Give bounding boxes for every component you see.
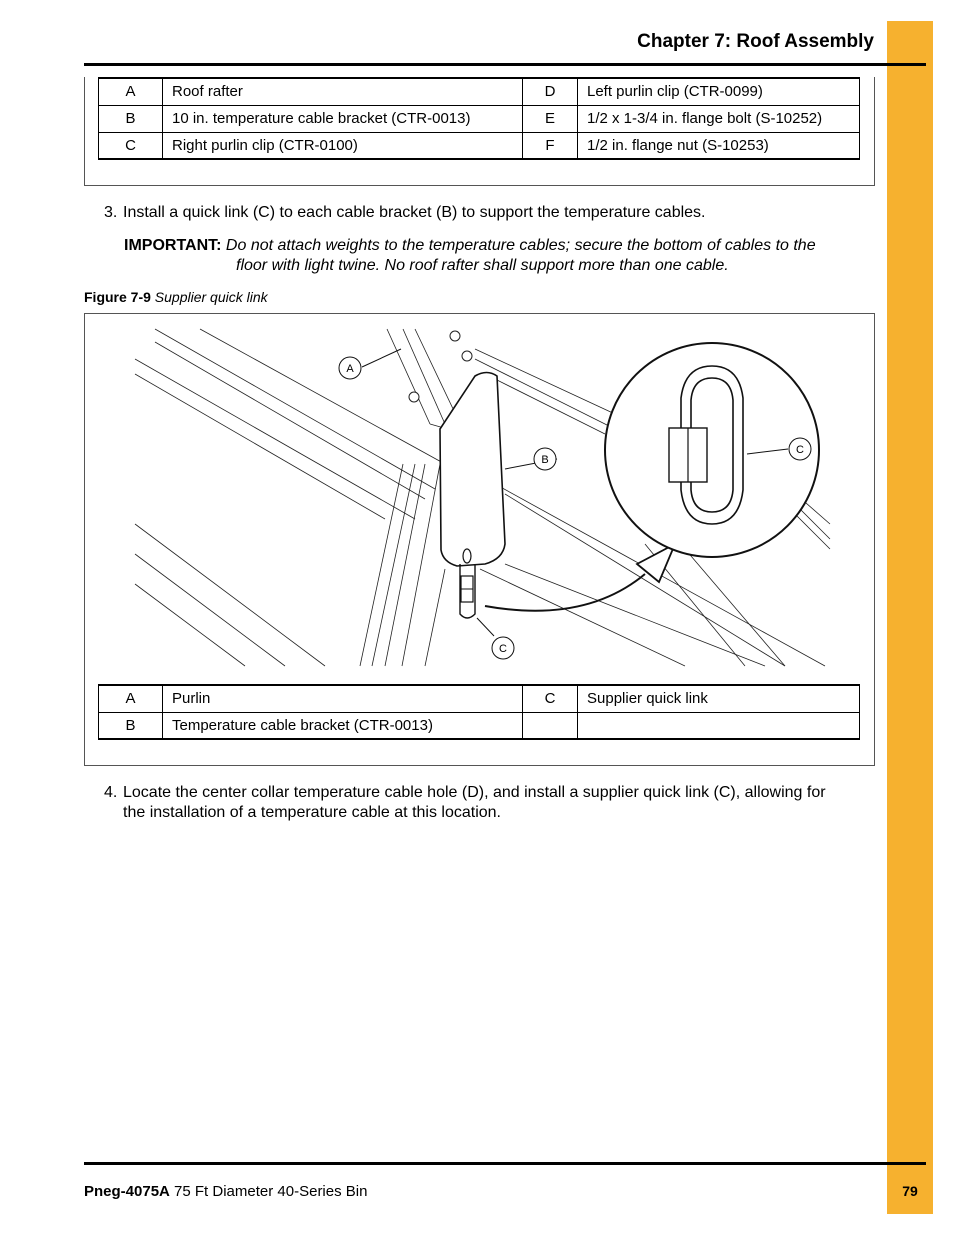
table-key: F <box>523 132 578 159</box>
table-desc: Right purlin clip (CTR-0100) <box>163 132 523 159</box>
table-key: C <box>523 685 578 712</box>
step-text: Install a quick link (C) to each cable bracket (B) to support the temperature cables. <box>123 204 706 221</box>
page-number: 79 <box>902 1183 918 1199</box>
step-text-line-2: the installation of a temperature cable at this location. <box>123 804 501 821</box>
figure-caption <box>84 289 268 305</box>
doc-id: Pneg-4075A <box>84 1183 170 1200</box>
footer-doc-info <box>84 1183 367 1200</box>
table-key: B <box>99 712 163 739</box>
callout-c-main: C <box>499 643 507 655</box>
table-key: C <box>99 132 163 159</box>
table-key: A <box>99 78 163 105</box>
figure-number: Figure 7-9 <box>84 289 151 305</box>
callout-a: A <box>346 363 354 375</box>
parts-legend-table-1 <box>98 77 860 160</box>
table-desc: Supplier quick link <box>578 685 860 712</box>
table-desc: 1/2 in. flange nut (S-10253) <box>578 132 860 159</box>
table-row <box>99 132 860 159</box>
table-key <box>523 712 578 739</box>
parts-legend-table-2 <box>98 684 860 740</box>
table-desc <box>578 712 860 739</box>
important-line-1: Do not attach weights to the temperature cables; secure the bottom of cables to the <box>225 237 816 254</box>
important-label: IMPORTANT: <box>124 237 222 254</box>
figure-title: Supplier quick link <box>154 289 268 305</box>
table-row <box>99 712 860 739</box>
table-key: E <box>523 105 578 132</box>
step-4 <box>104 783 884 825</box>
header-rule <box>84 63 926 66</box>
step-text-line-1: Locate the center collar temperature cable hole (D), and install a supplier quick link (C), allowing for <box>123 784 826 801</box>
step-number: 3. <box>104 204 118 221</box>
table-desc: Purlin <box>163 685 523 712</box>
callout-c-detail: C <box>796 444 804 456</box>
supplier-quick-link-illustration <box>85 314 874 674</box>
table-desc: Roof rafter <box>163 78 523 105</box>
table-row <box>99 105 860 132</box>
table-key: D <box>523 78 578 105</box>
table-desc: 1/2 x 1-3/4 in. flange bolt (S-10252) <box>578 105 860 132</box>
table-key: B <box>99 105 163 132</box>
doc-title: 75 Ft Diameter 40-Series Bin <box>174 1183 368 1200</box>
table-row <box>99 685 860 712</box>
table-key: A <box>99 685 163 712</box>
table-desc: Left purlin clip (CTR-0099) <box>578 78 860 105</box>
table-row <box>99 78 860 105</box>
important-line-2: floor with light twine. No roof rafter shall support more than one cable. <box>236 257 729 274</box>
callout-b: B <box>541 454 549 466</box>
step-text <box>123 783 826 823</box>
table-desc: 10 in. temperature cable bracket (CTR-0013) <box>163 105 523 132</box>
chapter-title: Chapter 7: Roof Assembly <box>637 31 874 52</box>
table-desc: Temperature cable bracket (CTR-0013) <box>163 712 523 739</box>
chapter-side-tab <box>887 21 933 1214</box>
important-note <box>124 236 864 276</box>
footer-rule <box>84 1162 926 1165</box>
step-number: 4. <box>104 784 118 801</box>
